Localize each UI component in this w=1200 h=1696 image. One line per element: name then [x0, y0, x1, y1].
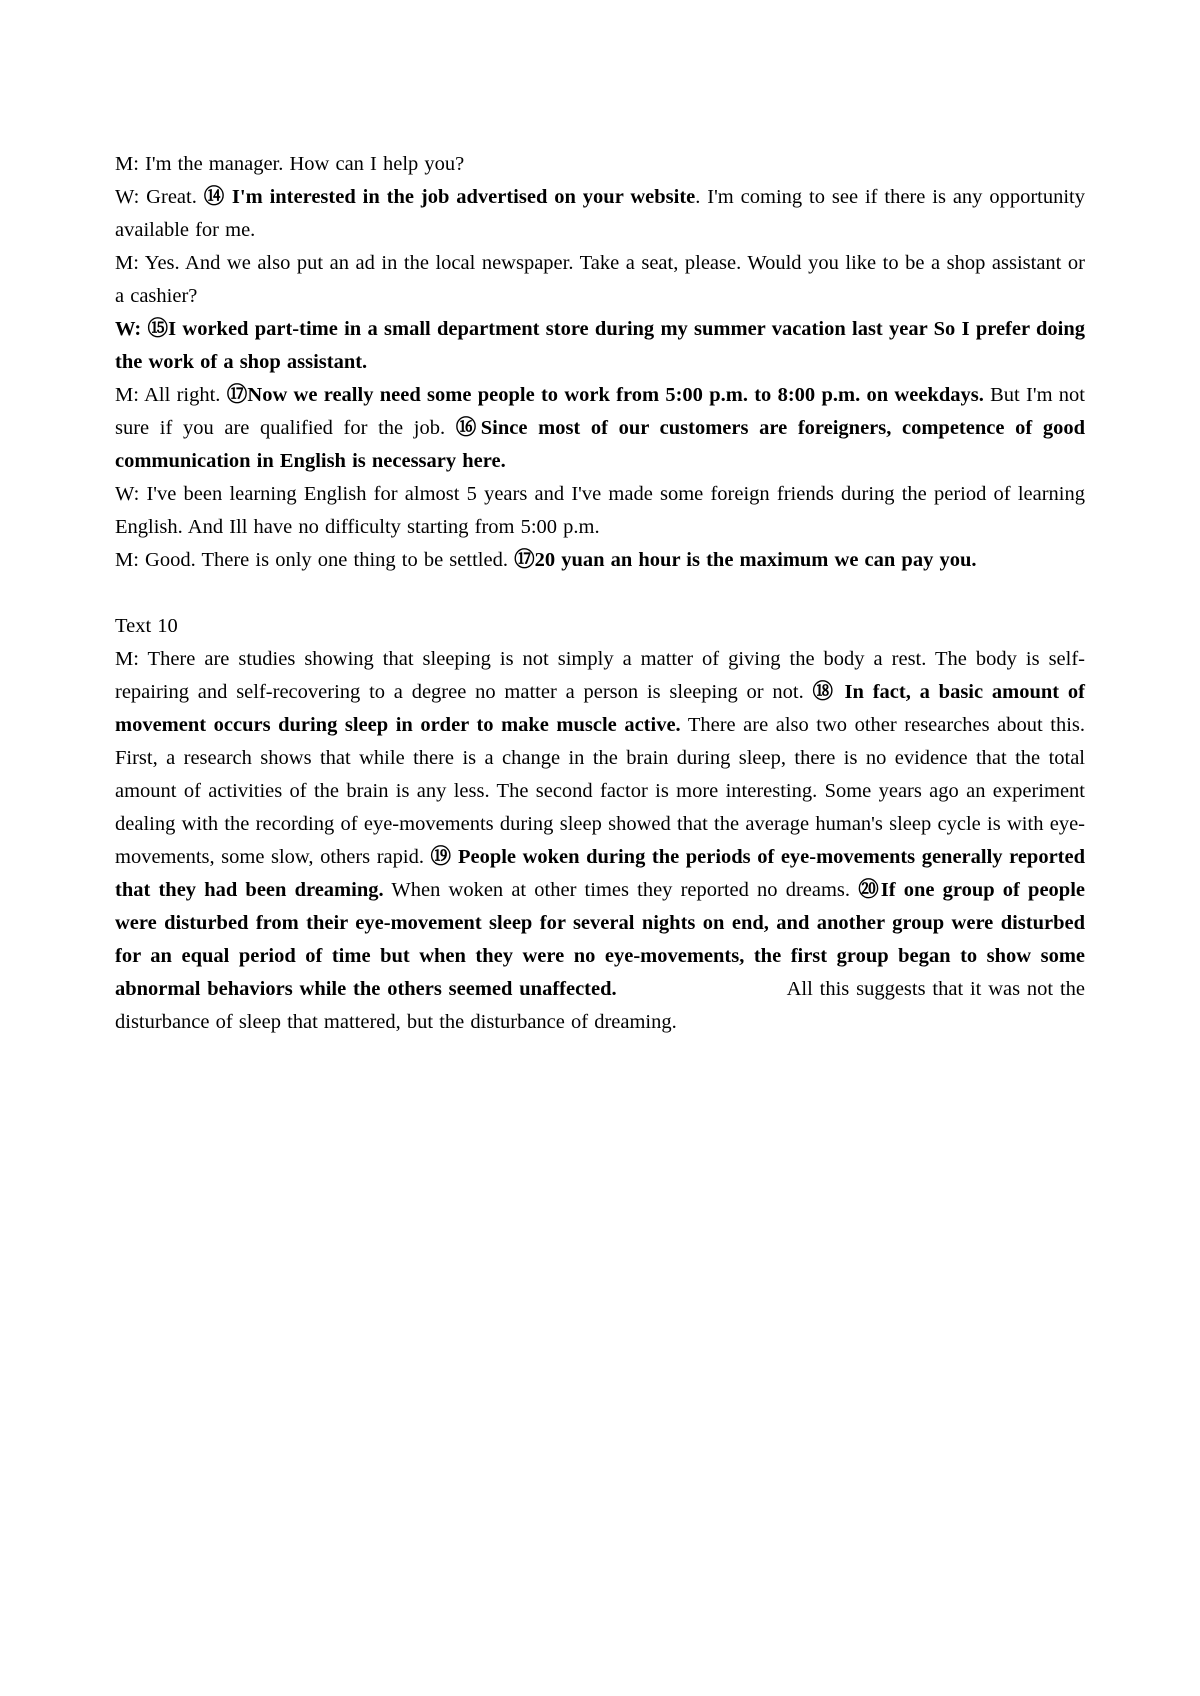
text10-body — [115, 643, 1085, 1039]
text-run: M: There are studies showing that sleeping is not simply a matter of giving the body a rest. The body is self-repairing and self-recovering to a degree no matter a person is sleeping or not. — [115, 648, 1085, 703]
dialogue-line-w1 — [115, 181, 1085, 247]
text-run: ⑱ In fact, a basic amount of movement occurs during sleep in order to make muscle active. — [115, 681, 1085, 736]
text-run: M: I'm the manager. How can I help you? — [115, 153, 465, 175]
text-run: ⑮I worked part-time in a small department store during my summer vacation last year So I prefer doing the work of a shop assistant. — [115, 318, 1085, 373]
text-run: ⑲ People woken during the periods of eye-movements generally reported that they had been dreaming. — [115, 846, 1085, 901]
text10-heading — [115, 610, 1085, 643]
dialogue-line-m3 — [115, 379, 1085, 478]
text-run: ⑭ I'm interested in the job advertised on your website — [203, 186, 696, 208]
text-run: ⑯Since most of our customers are foreigners, competence of good communication in English is necessary here. — [115, 417, 1085, 472]
text-run: All this suggests that it was not the disturbance of sleep that mattered, but the disturbance of dreaming. — [115, 978, 1085, 1033]
dialogue-line-m4 — [115, 544, 1085, 577]
text-run: ⑰20 yuan an hour is the maximum we can pay you. — [514, 549, 977, 571]
dialogue-line-w3 — [115, 478, 1085, 544]
document-body — [115, 148, 1085, 1039]
text-run: M: All right. — [115, 384, 227, 406]
text-run: M: Yes. And we also put an ad in the local newspaper. Take a seat, please. Would you like to be a shop assistant or a cashier? — [115, 252, 1085, 307]
text-run: M: Good. There is only one thing to be settled. — [115, 549, 515, 571]
text-run: There are also two other researches about this. First, a research shows that while there is a change in the brain during sleep, there is no evidence that the total amount of activities of the brain is any less. The second factor is more interesting. Some years ago an experiment dealing with the recording of eye-movements during sleep showed that the average human's sleep cycle is with eye-movements, some slow, others rapid. — [115, 714, 1085, 868]
dialogue-line-m2 — [115, 247, 1085, 313]
text-run: ⑰Now we really need some people to work from 5:00 p.m. to 8:00 p.m. on weekdays. — [226, 384, 984, 406]
text-run: W: I've been learning English for almost 5 years and I've made some foreign friends during the period of learning English. And Ill have no difficulty starting from 5:00 p.m. — [115, 483, 1085, 538]
text-run: ⑳If one group of people were disturbed from their eye-movement sleep for several nights on end, and another group were disturbed for an equal period of time but when they were no eye-movements, the first group began to show some abnormal behaviors while the others seemed unaffected. — [115, 879, 1085, 1000]
text-run: But I'm not sure if you are qualified for the job. — [115, 384, 1085, 439]
text-run: When woken at other times they reported no dreams. — [383, 879, 859, 901]
text-run: Text 10 — [115, 615, 178, 637]
dialogue-line-w2 — [115, 313, 1085, 379]
text-run: . I'm coming to see if there is any opportunity available for me. — [115, 186, 1086, 241]
text-run: W: — [115, 318, 148, 340]
dialogue-line-m1 — [115, 148, 1085, 181]
text-run: W: Great. — [115, 186, 204, 208]
